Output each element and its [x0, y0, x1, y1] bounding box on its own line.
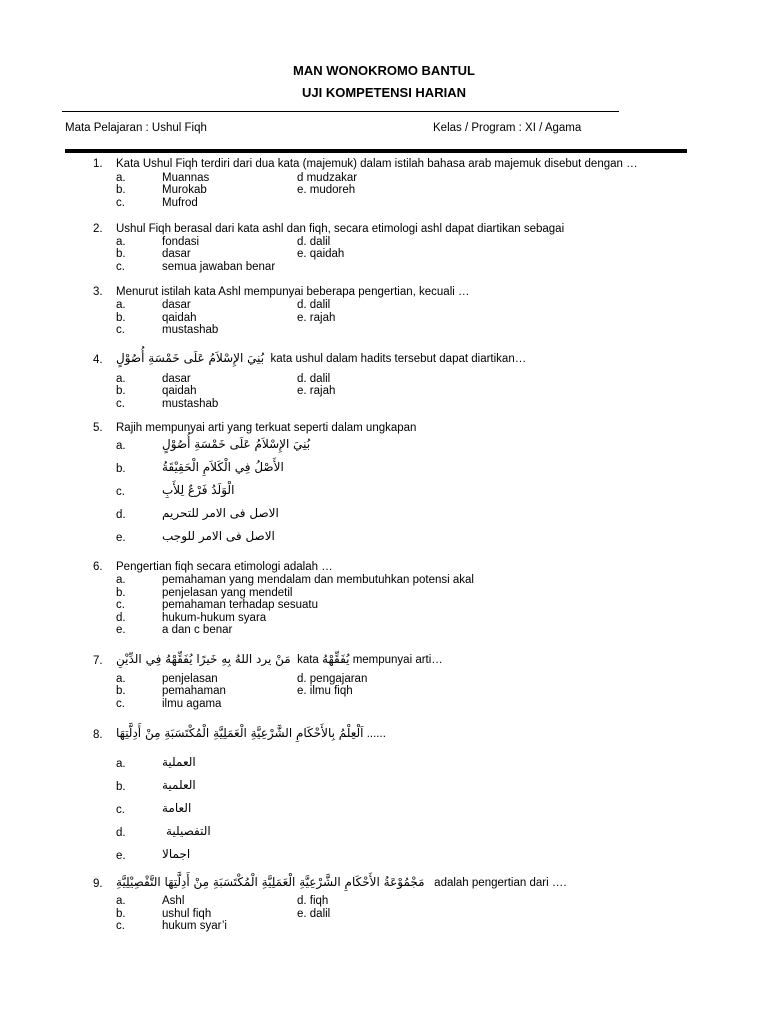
- question-number: 8.: [93, 729, 103, 741]
- option-c: العامة: [162, 801, 192, 815]
- option-b-label: b.: [116, 385, 126, 397]
- option-e: e. mudoreh: [297, 184, 356, 196]
- option-a: Muannas: [162, 172, 210, 184]
- option-d: hukum-hukum syara: [162, 612, 267, 624]
- option-a-label: a.: [116, 758, 126, 770]
- option-b: الأَصْلُ فِي الْكَلاَمِ الْحَقِيْقَةُ: [162, 460, 284, 474]
- arabic-word: يُفَقِّهْهُ: [322, 652, 350, 666]
- option-b: qaidah: [162, 312, 197, 324]
- option-b-label: b.: [116, 685, 126, 697]
- option-d: d. dalil: [297, 373, 331, 385]
- exam-title: UJI KOMPETENSI HARIAN: [302, 85, 466, 100]
- option-e: e. rajah: [297, 385, 336, 397]
- option-c-label: c.: [116, 804, 125, 816]
- option-c: الْوَلَدُ فَرْعٌ لِلأَبِ: [162, 483, 235, 497]
- option-e-label: e.: [116, 624, 126, 636]
- option-a: Ashl: [162, 895, 185, 907]
- option-b-label: b.: [116, 463, 126, 475]
- question-tail: kata ushul dalam hadits tersebut dapat diartikan…: [270, 353, 527, 365]
- option-d: d. fiqh: [297, 895, 329, 907]
- question-text: Rajih mempunyai arti yang terkuat seperti dalam ungkapan: [116, 422, 417, 434]
- question-number: 5.: [93, 422, 103, 434]
- header-divider: [62, 111, 619, 112]
- option-b-label: b.: [116, 184, 126, 196]
- option-c-label: c.: [116, 324, 125, 336]
- option-e: e. ilmu fiqh: [297, 685, 353, 697]
- question-number: 2.: [93, 223, 103, 235]
- option-d: d. dalil: [297, 299, 331, 311]
- option-a-label: a.: [116, 172, 126, 184]
- question-text: Kata Ushul Fiqh terdiri dari dua kata (majemuk) dalam istilah bahasa arab majemuk disebut dengan …: [116, 158, 638, 170]
- option-a-label: a.: [116, 574, 126, 586]
- option-c-label: c.: [116, 698, 125, 710]
- option-a: العملية: [162, 755, 196, 769]
- option-c: semua jawaban benar: [162, 261, 276, 273]
- option-c: mustashab: [162, 324, 219, 336]
- option-a-label: a.: [116, 236, 126, 248]
- option-a-label: a.: [116, 373, 126, 385]
- option-d: الاصل فى الامر للتحريم: [162, 506, 279, 520]
- option-a: بُنِيَ الإِسْلاَمُ عَلَى خَمْسَةِ أُصُوْلٍ: [162, 437, 311, 451]
- option-b-label: b.: [116, 587, 126, 599]
- question-tail: mempunyai arti…: [352, 654, 443, 666]
- option-a-label: a.: [116, 673, 126, 685]
- question-text: [116, 351, 526, 365]
- question-number: 4.: [93, 354, 103, 366]
- option-d-label: d.: [116, 827, 126, 839]
- option-d: d. dalil: [297, 236, 331, 248]
- option-c-label: c.: [116, 398, 125, 410]
- option-d: d mudzakar: [297, 172, 358, 184]
- option-b: pemahaman: [162, 685, 226, 697]
- option-d-label: d.: [116, 612, 126, 624]
- question-number: 7.: [93, 655, 103, 667]
- option-e: الاصل فى الامر للوجب: [162, 529, 275, 543]
- question-number: 9.: [93, 878, 103, 890]
- option-a-label: a.: [116, 895, 126, 907]
- option-c: ilmu agama: [162, 698, 222, 710]
- question-text: Pengertian fiqh secara etimologi adalah …: [116, 561, 333, 573]
- option-c-label: c.: [116, 599, 125, 611]
- question-text: [116, 875, 567, 889]
- subject-label: Mata Pelajaran : Ushul Fiqh: [65, 122, 207, 134]
- option-c: Mufrod: [162, 197, 198, 209]
- option-c-label: c.: [116, 261, 125, 273]
- question-number: 6.: [93, 561, 103, 573]
- option-a-label: a.: [116, 440, 126, 452]
- hadith-arabic: مَنْ يرد اللهُ بِهِ خَيرًا يُفَقِّهْهُ فِي الدِّيْنِ: [116, 652, 291, 666]
- option-e: e. rajah: [297, 312, 336, 324]
- option-c: mustashab: [162, 398, 219, 410]
- option-e: اجمالا: [162, 847, 191, 861]
- option-a-label: a.: [116, 299, 126, 311]
- option-a: penjelasan: [162, 673, 218, 685]
- question-number: 1.: [93, 158, 103, 170]
- option-c: pemahaman terhadap sesuatu: [162, 599, 318, 611]
- option-b-label: b.: [116, 312, 126, 324]
- question-text: Menurut istilah kata Ashl mempunyai beberapa pengertian, kecuali …: [116, 286, 470, 298]
- option-e: a dan c benar: [162, 624, 233, 636]
- header-thick-divider: [65, 149, 687, 153]
- option-b: Murokab: [162, 184, 207, 196]
- option-e-label: e.: [116, 850, 126, 862]
- option-e-label: e.: [116, 532, 126, 544]
- option-d-label: d.: [116, 509, 126, 521]
- question-tail: ......: [366, 728, 386, 740]
- question-text: [116, 726, 386, 740]
- question-text: [116, 652, 443, 666]
- option-b: العلمية: [162, 778, 196, 792]
- option-b: penjelasan yang mendetil: [162, 587, 293, 599]
- option-a: fondasi: [162, 236, 200, 248]
- option-d: التفصيلية: [166, 824, 211, 838]
- option-b: qaidah: [162, 385, 197, 397]
- hadith-arabic: بُنِيَ الإِسْلاَمُ عَلَى خَمْسَةِ أُصُوْلٍ: [116, 351, 265, 365]
- option-b: ushul fiqh: [162, 908, 212, 920]
- question-tail: adalah pengertian dari ….: [434, 877, 567, 889]
- option-d: d. pengajaran: [297, 673, 368, 685]
- option-e: e. dalil: [297, 908, 331, 920]
- option-c-label: c.: [116, 486, 125, 498]
- option-c: hukum syar’i: [162, 920, 227, 932]
- question-number: 3.: [93, 286, 103, 298]
- school-name: MAN WONOKROMO BANTUL: [293, 63, 475, 78]
- definition-arabic: اَلْعِلْمُ بِالأَحْكَامِ الشَّرْعِيَّةِ الْعَمَلِيَّةِ الْمُكْتَسَبَةِ مِنْ أَدِلَّتِهَا: [116, 726, 364, 740]
- option-c-label: c.: [116, 197, 125, 209]
- option-a: dasar: [162, 373, 191, 385]
- option-b-label: b.: [116, 248, 126, 260]
- option-a: dasar: [162, 299, 191, 311]
- option-a: pemahaman yang mendalam dan membutuhkan potensi akal: [162, 574, 474, 586]
- option-b: dasar: [162, 248, 191, 260]
- option-c-label: c.: [116, 920, 125, 932]
- option-e: e. qaidah: [297, 248, 345, 260]
- class-label: Kelas / Program : XI / Agama: [433, 122, 582, 134]
- definition-arabic: مَجْمُوْعَةُ الأَحْكَامِ الشَّرْعِيَّةِ الْعَمَلِيَّةِ الْمُكْتَسَبَةِ مِنْ أَدِلَّتِهَا التَّفْصِيْلِيَّةِ: [116, 875, 425, 889]
- option-b-label: b.: [116, 908, 126, 920]
- question-kata: kata: [297, 654, 319, 666]
- option-b-label: b.: [116, 781, 126, 793]
- question-text: Ushul Fiqh berasal dari kata ashl dan fiqh, secara etimologi ashl dapat diartikan sebagai: [116, 223, 565, 235]
